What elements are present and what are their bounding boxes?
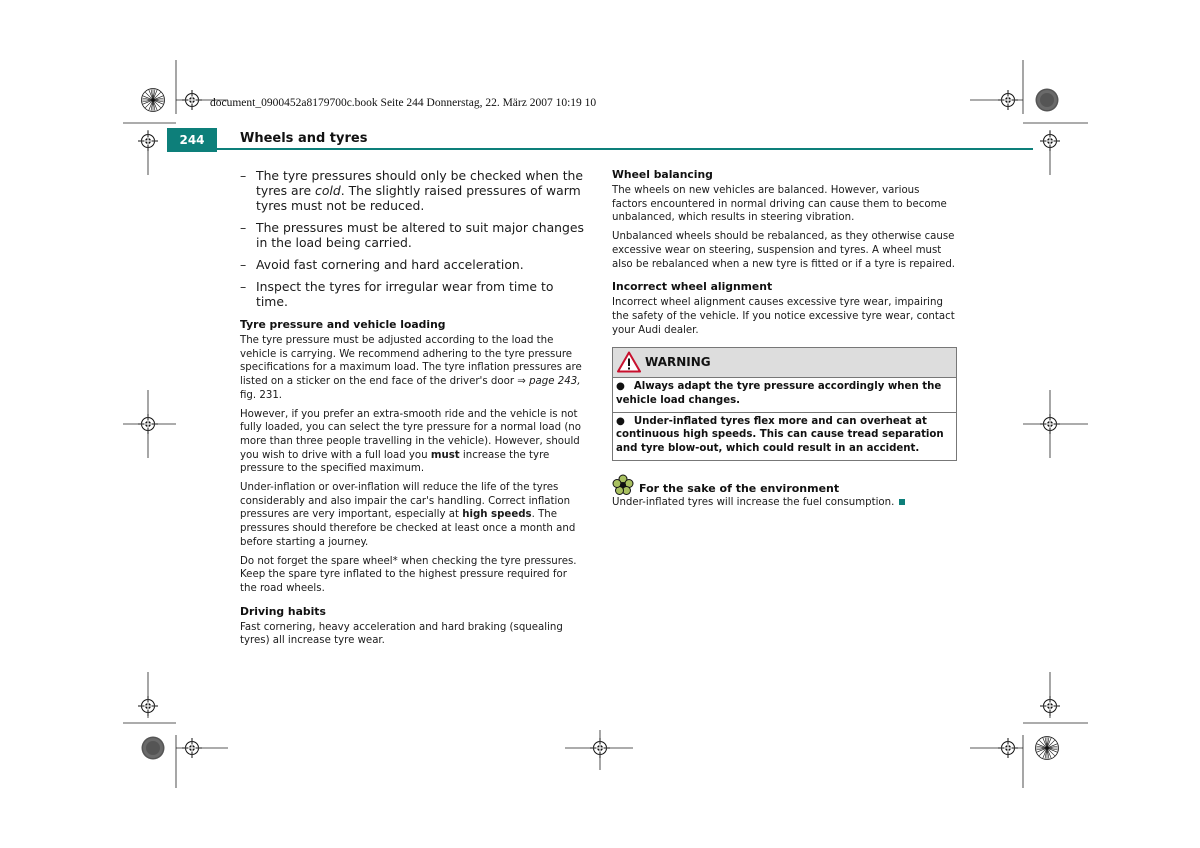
paragraph-text: However, if you prefer an extra-smooth ride and the vehicle is not fully loaded, you can select the tyre pressure for a normal load (no more than three people travelling in the vehicle). However, should you wish to drive with a full load you (240, 408, 581, 461)
paragraph-text: The tyre pressure must be adjusted according to the load the vehicle is carrying. We recommend adhering to the tyre pressure specifications for a maximum load. The tyre inflation pressures are listed on a sticker on the end face of the driver's door (240, 335, 582, 388)
wheel-alignment-paragraph: Incorrect wheel alignment causes excessive tyre wear, impairing the safety of the vehicle. If you notice excessive tyre wear, contact your Audi dealer. (612, 297, 955, 336)
warning-item (613, 378, 956, 411)
tyre-loading-paragraph (240, 334, 585, 403)
left-column (240, 168, 585, 653)
section-title: Wheels and tyres (240, 131, 368, 146)
environment-paragraph (612, 496, 957, 510)
list-item-text: Avoid fast cornering and hard acceleration. (256, 257, 524, 272)
warning-triangle-icon (617, 351, 641, 373)
dash-marker: – (240, 257, 247, 272)
header-rule (217, 148, 1033, 150)
warning-box (612, 347, 957, 461)
driving-habits-heading: Driving habits (240, 604, 326, 618)
paragraph-text: Under-inflation or over-inflation will reduce the life of the tyres considerably and also impair the car's handling. Correct inflation pressures are very important, especially at (240, 482, 571, 521)
list-item (240, 168, 585, 213)
list-item (240, 257, 585, 272)
list-item-text: The pressures must be altered to suit major changes in the load being carried. (256, 220, 584, 250)
extra-smooth-paragraph (240, 408, 585, 477)
warning-item (613, 412, 956, 460)
driving-habits-paragraph: Fast cornering, heavy acceleration and hard braking (squealing tyres) all increase tyre wear. (240, 621, 563, 647)
page-number-badge: 244 (167, 128, 217, 152)
list-item-text: The tyre pressures should only be checked when the tyres are (256, 168, 584, 198)
wheel-alignment-heading: Incorrect wheel alignment (612, 280, 773, 294)
warning-label: WARNING (645, 355, 711, 370)
flower-icon (612, 474, 634, 496)
end-of-section-marker (899, 499, 905, 505)
wheel-balancing-paragraph: The wheels on new vehicles are balanced. However, various factors encountered in normal driving can cause them to become unbalanced, which results in steering vibration. (612, 185, 947, 224)
warning-item-text: Always adapt the tyre pressure accordingly when the vehicle load changes. (616, 381, 942, 407)
wheel-balancing-heading: Wheel balancing (612, 168, 713, 181)
bullet-icon: ● (616, 415, 625, 427)
list-item-text: . The slightly raised pressures of warm tyres must not be reduced. (256, 183, 581, 213)
paragraph-bold: high speeds (462, 509, 532, 521)
list-item-emphasis: cold (315, 183, 341, 198)
spare-wheel-paragraph: Do not forget the spare wheel* when checking the tyre pressures. Keep the spare tyre inflated to the highest pressure required for the road wheels. (240, 555, 577, 594)
inflation-paragraph (240, 481, 585, 550)
cross-reference-arrow: ⇒ (517, 376, 526, 388)
dash-marker: – (240, 220, 247, 235)
warning-item-text: Under-inflated tyres flex more and can overheat at continuous high speeds. This can cause tread separation and tyre blow-out, which could result in an accident. (616, 415, 944, 455)
paragraph-text: Under-inflated tyres will increase the fuel consumption. (612, 496, 895, 508)
page-reference-link[interactable]: page 243, (529, 376, 581, 388)
tyre-loading-heading: Tyre pressure and vehicle loading (240, 318, 446, 331)
rebalancing-paragraph: Unbalanced wheels should be rebalanced, as they otherwise cause excessive wear on steering, suspension and tyres. A wheel must also be rebalanced when a new tyre is fitted or if a tyre is repaired. (612, 231, 956, 270)
paragraph-text: fig. 231. (240, 389, 283, 401)
environment-title: For the sake of the environment (639, 481, 840, 495)
print-file-info: document_0900452a8179700c.book Seite 244 Donnerstag, 22. März 2007 10:19 10 (210, 97, 597, 109)
dash-marker: – (240, 168, 247, 183)
paragraph-bold: must (430, 449, 460, 461)
environment-heading (612, 474, 957, 496)
list-item (240, 279, 585, 309)
paragraph-text: . The pressures should therefore be checked at least once a month and before starting a journey. (240, 509, 576, 548)
warning-header (613, 348, 956, 378)
dash-marker: – (240, 279, 247, 294)
paragraph-text: increase the tyre pressure to the specified maximum. (240, 449, 550, 475)
bullet-icon: ● (616, 381, 625, 393)
list-item-text: Inspect the tyres for irregular wear from time to time. (256, 279, 554, 309)
list-item (240, 220, 585, 250)
right-column (612, 168, 957, 515)
